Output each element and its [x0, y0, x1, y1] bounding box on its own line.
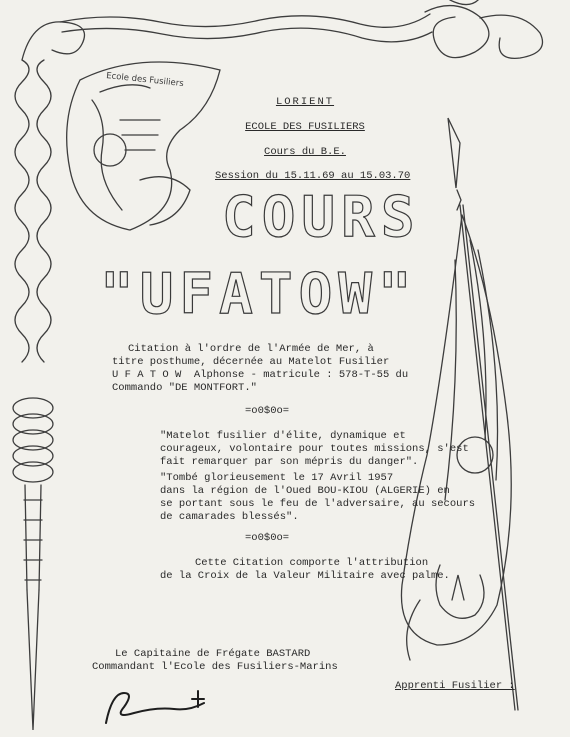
- tassel-left: [24, 485, 42, 730]
- crest-drawing: [67, 62, 220, 230]
- award-line-2: de la Croix de la Valeur Militaire avec palme.: [160, 570, 450, 582]
- rope-braid-left: [15, 60, 51, 362]
- crest-label: Ecole des Fusiliers: [105, 71, 185, 90]
- banner-name: "UFATOW": [100, 262, 418, 327]
- separator-2: =o0$0o=: [245, 532, 290, 544]
- separator-1: =o0$0o=: [245, 405, 290, 417]
- school-heading: ECOLE DES FUSILIERS: [245, 121, 365, 133]
- signatory-title: Le Capitaine de Frégate BASTARD: [115, 648, 311, 660]
- death-line-4: de camarades blessés".: [160, 511, 299, 523]
- banner-cours: COURS: [222, 185, 421, 250]
- citation-line-4: Commando "DE MONTFORT.": [112, 382, 257, 394]
- citation-line-2: titre posthume, décernée au Matelot Fusilier: [112, 356, 390, 368]
- death-line-3: se portant sous le feu de l'adversaire, au secours: [160, 498, 476, 510]
- city-heading: LORIENT: [275, 96, 335, 108]
- apprentice-label: Apprenti Fusilier :: [395, 680, 515, 692]
- quote-line-3: fait remarquer par son mépris du danger".: [160, 456, 419, 468]
- award-line-1: Cette Citation comporte l'attribution: [195, 557, 429, 569]
- rope-top: [22, 0, 543, 60]
- quote-line-2: courageux, volontaire pour toutes missions, s'est: [160, 443, 469, 455]
- draped-flag: [401, 215, 511, 660]
- signatory-role: Commandant l'Ecole des Fusiliers-Marins: [92, 661, 338, 673]
- death-line-2: dans la région de l'Oued BOU-KIOU (ALGERIE) en: [160, 485, 450, 497]
- quote-line-1: "Matelot fusilier d'élite, dynamique et: [160, 430, 406, 442]
- session-dates: Session du 15.11.69 au 15.03.70: [215, 170, 411, 182]
- course-heading: Cours du B.E.: [264, 146, 346, 158]
- rope-knot-left: [13, 398, 53, 482]
- death-line-1: "Tombé glorieusement le 17 Avril 1957: [160, 472, 394, 484]
- citation-line-1: Citation à l'ordre de l'Armée de Mer, à: [128, 343, 374, 355]
- citation-line-3: U F A T O W Alphonse - matricule : 578-T-55 du: [112, 369, 409, 381]
- handwritten-signature: [100, 685, 230, 730]
